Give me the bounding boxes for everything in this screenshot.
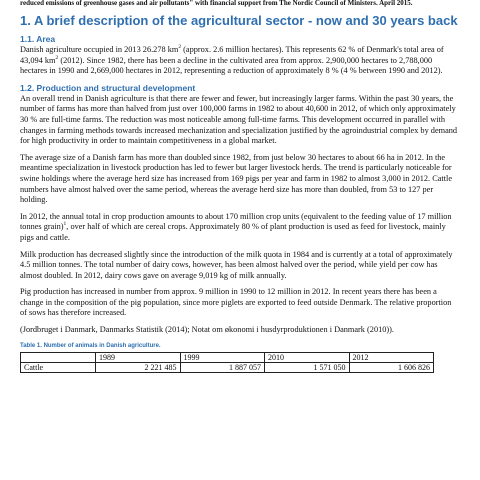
- table-header-cell: 1999: [180, 352, 265, 362]
- table-row: [21, 362, 434, 372]
- table-cell: 1 887 057: [180, 362, 265, 372]
- footnote-marker: 1: [63, 221, 67, 228]
- table-header-row: [21, 352, 434, 362]
- area-text-3: (2012). Since 1982, there has been a decline in the cultivated area from approx. 2,900,000 hectares to 2,788,000 hectares in 1990 and 2,669,000 hectares in 2012, representing a reduction of approximately 8 % (4 % between 1990 and 2012).: [20, 55, 443, 76]
- production-paragraph-3: [20, 212, 460, 244]
- table-header-cell: 1989: [96, 352, 181, 362]
- production-paragraph-2: The average size of a Danish farm has more than doubled since 1982, from just below 30 hectares to about 66 ha in 2012. In the meantime specialization in livestock production has led to fewer but larger livestock herds. The trend is particularly noticeable for swine holdings where the average herd size has increased from 169 pigs per year and farm in 1982 to almost 3,000 in 2012. Cattle numbers have almost halved over the same period, whereas the average herd size has more than doubled, from 53 to 127 per holding.: [20, 152, 453, 205]
- animals-table: [20, 352, 434, 373]
- area-text-2: (approx. 2.6 million hectares). This represents 62 % of Denmark's total area of 43,094 km: [20, 45, 444, 65]
- table-header-cell: 2010: [265, 352, 350, 362]
- area-paragraph: [20, 45, 460, 77]
- table-header-cell: [21, 352, 96, 362]
- section-title: 1. A brief description of the agricultural sector - now and 30 years back: [20, 13, 458, 28]
- table-caption: Table 1. Number of animals in Danish agriculture.: [20, 342, 161, 349]
- table-cell: 1 571 050: [265, 362, 350, 372]
- production-paragraph-1: An overall trend in Danish agriculture is that there are fewer and fewer, but increasingly larger farms. Within the past 30 years, the number of farms has more than halved from just over 100,000 farms in 1982 to about 40,600 in 2012, of which only approximately 30 % are full-time farms. The reduction was most noticeable among full-time farms. This development occurred in parallel with changes in farming methods towards increased mechanization and specialization justified by the agroindustrial complex by demand for high productivity in order to maintain competitiveness in a global market.: [20, 93, 458, 146]
- table-row-label: Cattle: [21, 362, 96, 372]
- area-text-1: Danish agriculture occupied in 2013 26.278 km: [20, 45, 179, 54]
- production-paragraph-4: Milk production has decreased slightly since the introduction of the milk quota in 1984 and is currently at a total of approximately 4.5 million tonnes. The total number of dairy cows, however, has been almost halved over the period, while yield per cow has almost doubled. In 2012, dairy cows gave on average 9,019 kg of milk annually.: [20, 249, 453, 280]
- production-heading: 1.2. Production and structural development: [20, 82, 196, 93]
- header-text: reduced emissions of greenhouse gases and air pollutants" with financial support from The Nordic Council of Ministers. April 2015.: [20, 0, 413, 7]
- superscript: 2: [55, 54, 59, 61]
- superscript: 2: [178, 44, 182, 51]
- crop-text-1: In 2012, the annual total in crop production amounts to about 170 million crop units (equivalent to the feeding value of 17 million tonnes grain): [20, 211, 452, 232]
- table-cell: 2 221 485: [96, 362, 181, 372]
- area-heading: 1.1. Area: [20, 34, 56, 44]
- source-reference: (Jordbruget i Danmark, Danmarks Statistik (2014); Notat om økonomi i husdyrproduktionen i Danmark (2010)).: [20, 325, 394, 335]
- table-cell: 1 606 826: [349, 362, 434, 372]
- crop-text-2: , over half of which are cereal crops. Approximately 80 % of plant production is used as feed for livestock, mainly pigs and cattle.: [20, 222, 446, 242]
- production-paragraph-5: Pig production has increased in number from approx. 9 million in 1990 to 12 million in 2012. In recent years there has been a change in the composition of the pig population, since more piglets are exported to feed outside Denmark. The relative proportion of sows has therefore increased.: [20, 287, 452, 318]
- table-header-cell: 2012: [349, 352, 434, 362]
